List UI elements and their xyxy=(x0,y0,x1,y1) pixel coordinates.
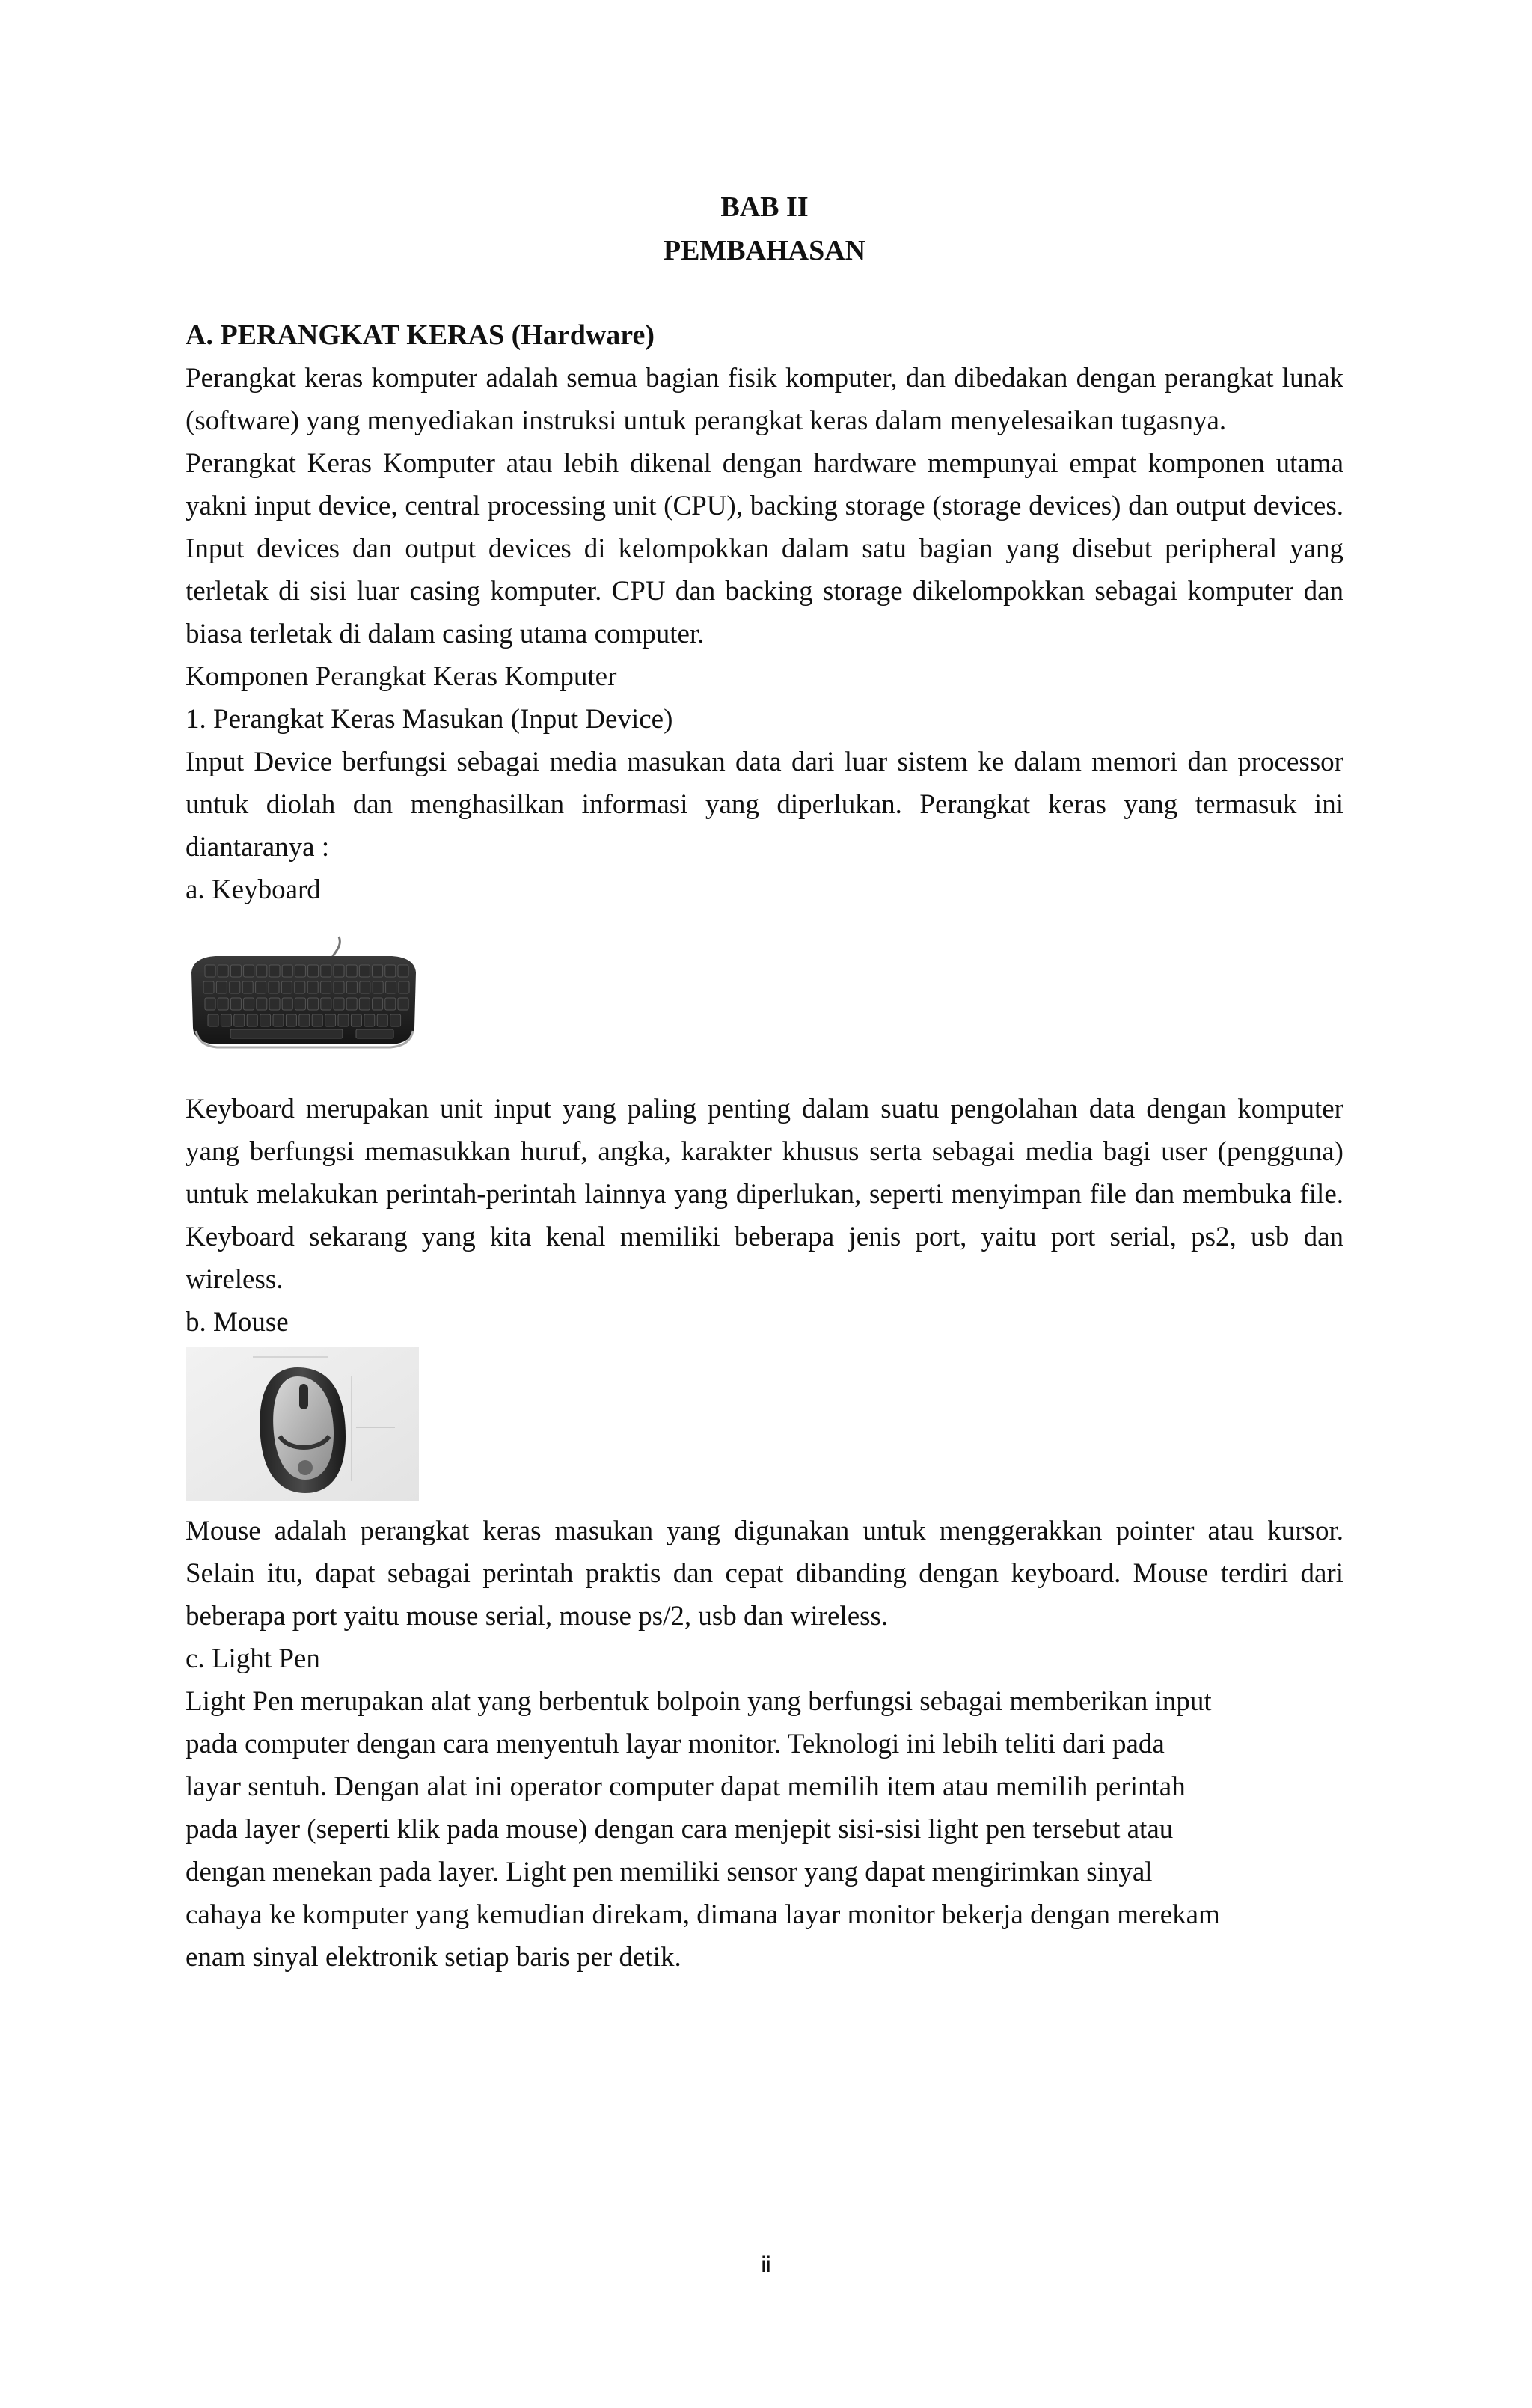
keyboard-key xyxy=(334,981,344,993)
keyboard-key xyxy=(373,998,383,1010)
keyboard-key xyxy=(321,998,331,1010)
lightpen-description xyxy=(186,1680,1343,1979)
keyboard-illustration-icon xyxy=(186,932,422,1058)
lightpen-line: layar sentuh. Dengan alat ini operator computer dapat memilih item atau memilih perintah xyxy=(186,1771,1186,1802)
keyboard-key xyxy=(385,998,396,1010)
chapter-number: BAB II xyxy=(720,192,809,223)
components-label: Komponen Perangkat Keras Komputer xyxy=(186,661,617,692)
lightpen-label: c. Light Pen xyxy=(186,1643,320,1674)
keyboard-key xyxy=(325,1014,336,1026)
keyboard-key xyxy=(208,1014,218,1026)
keyboard-key xyxy=(247,1014,257,1026)
section-heading: A. PERANGKAT KERAS (Hardware) xyxy=(186,319,655,351)
keyboard-image xyxy=(186,932,422,1058)
keyboard-key xyxy=(230,965,241,977)
keyboard-key xyxy=(205,965,215,977)
keyboard-key xyxy=(269,981,279,993)
keyboard-key xyxy=(399,981,409,993)
keyboard-key xyxy=(257,965,267,977)
keyboard-key xyxy=(244,965,254,977)
keyboard-key xyxy=(346,965,357,977)
keyboard-key xyxy=(257,998,267,1010)
keyboard-key xyxy=(282,998,292,1010)
keyboard-key xyxy=(386,981,396,993)
lightpen-line: dengan menekan pada layer. Light pen memiliki sensor yang dapat mengirimkan sinyal xyxy=(186,1857,1153,1887)
keyboard-key xyxy=(308,965,319,977)
keyboard-key xyxy=(321,981,331,993)
keyboard-key xyxy=(308,998,319,1010)
keyboard-key xyxy=(273,1014,284,1026)
page-content xyxy=(186,186,1343,1979)
keyboard-key xyxy=(269,965,280,977)
keyboard-key xyxy=(256,981,266,993)
keyboard-key xyxy=(390,1014,401,1026)
keyboard-key xyxy=(218,965,228,977)
keyboard-key xyxy=(338,1014,349,1026)
keyboard-key xyxy=(356,1029,393,1038)
keyboard-key xyxy=(205,998,215,1010)
lightpen-line: cahaya ke komputer yang kemudian direkam, dimana layar monitor bekerja dengan merekam xyxy=(186,1899,1220,1930)
mouse-image xyxy=(186,1347,419,1501)
keyboard-key xyxy=(359,965,370,977)
keyboard-key xyxy=(282,965,292,977)
mouse-label: b. Mouse xyxy=(186,1307,289,1338)
keyboard-key xyxy=(244,998,254,1010)
keyboard-key xyxy=(299,1014,310,1026)
keyboard-key xyxy=(359,998,370,1010)
keyboard-key xyxy=(334,965,344,977)
keyboard-key xyxy=(281,981,292,993)
lightpen-line: pada computer dengan cara menyentuh layar monitor. Teknologi ini lebih teliti dari pada xyxy=(186,1729,1165,1759)
keyboard-key xyxy=(307,981,318,993)
mouse-illustration-icon xyxy=(186,1347,419,1501)
chapter-title: PEMBAHASAN xyxy=(663,235,866,266)
keyboard-label: a. Keyboard xyxy=(186,874,321,905)
keyboard-key xyxy=(230,998,241,1010)
lightpen-line: enam sinyal elektronik setiap baris per detik. xyxy=(186,1942,681,1973)
keyboard-key xyxy=(334,998,344,1010)
keyboard-key xyxy=(360,981,370,993)
keyboard-key xyxy=(242,981,253,993)
keyboard-key xyxy=(373,981,383,993)
keyboard-key xyxy=(377,1014,387,1026)
keyboard-key xyxy=(295,981,305,993)
keyboard-key xyxy=(221,1014,231,1026)
lightpen-line: Light Pen merupakan alat yang berbentuk bolpoin yang berfungsi sebagai memberikan input xyxy=(186,1686,1212,1717)
keyboard-key xyxy=(364,1014,375,1026)
keyboard-key xyxy=(269,998,280,1010)
keyboard-key xyxy=(312,1014,322,1026)
keyboard-key xyxy=(346,998,357,1010)
mouse-description: Mouse adalah perangkat keras masukan yang digunakan untuk menggerakkan pointer atau kursor. Selain itu, dapat sebagai perintah praktis dan cepat dibanding dengan keyboard. Mouse terdiri dari beberapa port yaitu mouse serial, mouse ps/2, usb dan wireless. xyxy=(186,1516,1343,1632)
keyboard-key xyxy=(385,965,396,977)
lightpen-line: pada layer (seperti klik pada mouse) dengan cara menjepit sisi-sisi light pen tersebut atau xyxy=(186,1814,1174,1845)
keyboard-description: Keyboard merupakan unit input yang paling penting dalam suatu pengolahan data dengan komputer yang berfungsi memasukkan huruf, angka, karakter khusus serta sebagai media bagi user (pengguna) untuk melakukan perintah-perintah lainnya yang diperlukan, seperti menyimpan file dan membuka file. Keyboard sekarang yang kita kenal memiliki beberapa jenis port, yaitu port serial, ps2, usb dan wireless. xyxy=(186,1094,1343,1295)
keyboard-key xyxy=(373,965,383,977)
input-device-heading: 1. Perangkat Keras Masukan (Input Device) xyxy=(186,704,673,735)
keyboard-key xyxy=(398,965,408,977)
keyboard-key xyxy=(346,981,357,993)
keyboard-key xyxy=(321,965,331,977)
page-number: ii xyxy=(761,2252,771,2277)
keyboard-key xyxy=(351,1014,361,1026)
keyboard-key xyxy=(216,981,227,993)
keyboard-key xyxy=(286,1014,296,1026)
keyboard-key xyxy=(295,998,305,1010)
keyboard-key xyxy=(295,965,305,977)
intro-paragraph-1: Perangkat keras komputer adalah semua bagian fisik komputer, dan dibedakan dengan perangkat lunak (software) yang menyediakan instruksi untuk perangkat keras dalam menyelesaikan tugasnya. xyxy=(186,363,1343,436)
keyboard-key xyxy=(203,981,214,993)
keyboard-key xyxy=(260,1014,271,1026)
intro-paragraph-2: Perangkat Keras Komputer atau lebih dikenal dengan hardware mempunyai empat komponen utama yakni input device, central processing unit (CPU), backing storage (storage devices) dan output devices. Input devices dan output devices di kelompokkan dalam satu bagian yang disebut peripheral yang terletak di sisi luar casing komputer. CPU dan backing storage dikelompokkan sebagai komputer dan biasa terletak di dalam casing utama computer. xyxy=(186,448,1343,649)
keyboard-key xyxy=(218,998,228,1010)
keyboard-key xyxy=(234,1014,245,1026)
keyboard-key xyxy=(230,1029,343,1038)
keyboard-key xyxy=(230,981,240,993)
keyboard-key xyxy=(398,998,408,1010)
input-device-description: Input Device berfungsi sebagai media masukan data dari luar sistem ke dalam memori dan processor untuk diolah dan menghasilkan informasi yang diperlukan. Perangkat keras yang termasuk ini diantaranya : xyxy=(186,747,1343,863)
